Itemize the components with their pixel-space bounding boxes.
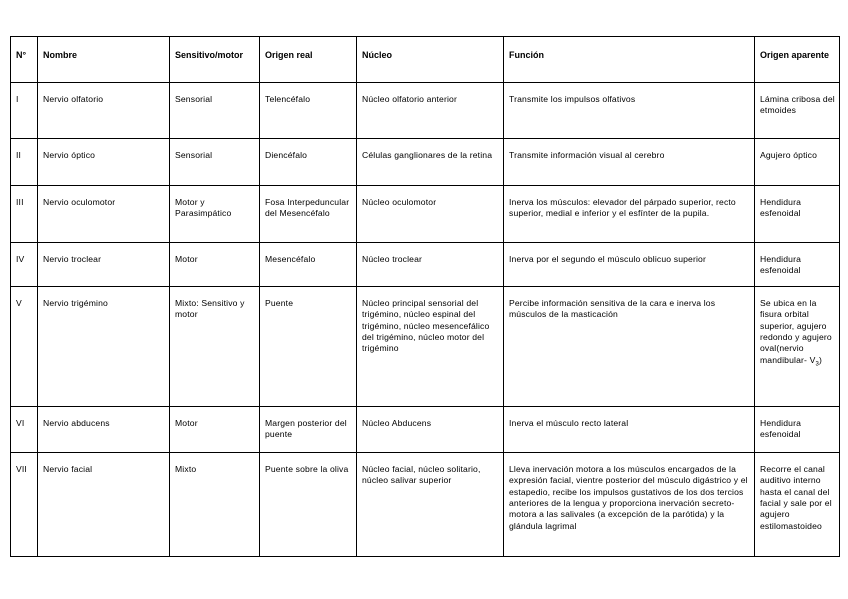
cell-num: VI <box>11 407 38 453</box>
table-header-row <box>11 37 840 83</box>
header-funcion: Función <box>504 37 755 83</box>
cell-num: V <box>11 287 38 407</box>
table-row <box>11 407 840 453</box>
origen-aparente-text: Se ubica en la fisura orbital superior, agujero redondo y agujero oval(nervio mandibular- V <box>760 298 832 365</box>
cell-funcion: Inerva por el segundo el músculo oblicuo superior <box>504 243 755 287</box>
table-row <box>11 139 840 186</box>
table-row <box>11 243 840 287</box>
table-row <box>11 83 840 139</box>
cell-tipo: Motor y Parasimpático <box>170 186 260 243</box>
cell-origen-aparente: Hendidura esfenoidal <box>755 186 840 243</box>
cell-origen-real: Margen posterior del puente <box>260 407 357 453</box>
cell-origen-aparente: Lámina cribosa del etmoides <box>755 83 840 139</box>
cell-nombre: Nervio olfatorio <box>38 83 170 139</box>
cell-origen-real: Telencéfalo <box>260 83 357 139</box>
cell-nucleo: Núcleo troclear <box>357 243 504 287</box>
cell-funcion: Transmite información visual al cerebro <box>504 139 755 186</box>
table-row <box>11 453 840 557</box>
cell-nombre: Nervio facial <box>38 453 170 557</box>
origen-aparente-closing: ) <box>818 354 822 365</box>
cell-num: VII <box>11 453 38 557</box>
cell-tipo: Motor <box>170 407 260 453</box>
cell-funcion: Percibe información sensitiva de la cara e inerva los músculos de la masticación <box>504 287 755 407</box>
cell-origen-aparente: Hendidura esfenoidal <box>755 243 840 287</box>
cell-num: III <box>11 186 38 243</box>
origen-aparente-subscript: 3 <box>815 361 819 368</box>
cell-nucleo: Núcleo Abducens <box>357 407 504 453</box>
cell-tipo: Mixto: Sensitivo y motor <box>170 287 260 407</box>
header-nucleo: Núcleo <box>357 37 504 83</box>
cell-origen-real: Puente <box>260 287 357 407</box>
cell-origen-aparente: Recorre el canal auditivo interno hasta el canal del facial y sale por el agujero estilomastoideo <box>755 453 840 557</box>
cell-nucleo: Núcleo oculomotor <box>357 186 504 243</box>
cell-origen-aparente <box>755 287 840 407</box>
cell-funcion: Transmite los impulsos olfativos <box>504 83 755 139</box>
table-row <box>11 287 840 407</box>
header-tipo: Sensitivo/motor <box>170 37 260 83</box>
cell-num: I <box>11 83 38 139</box>
header-nombre: Nombre <box>38 37 170 83</box>
cell-origen-real: Mesencéfalo <box>260 243 357 287</box>
cell-origen-real: Puente sobre la oliva <box>260 453 357 557</box>
cell-nucleo: Núcleo olfatorio anterior <box>357 83 504 139</box>
cell-tipo: Sensorial <box>170 139 260 186</box>
table-row <box>11 186 840 243</box>
cell-nucleo: Células ganglionares de la retina <box>357 139 504 186</box>
cell-nombre: Nervio óptico <box>38 139 170 186</box>
cell-nombre: Nervio abducens <box>38 407 170 453</box>
cell-origen-real: Diencéfalo <box>260 139 357 186</box>
cell-tipo: Mixto <box>170 453 260 557</box>
header-origen-real: Origen real <box>260 37 357 83</box>
cell-nucleo: Núcleo facial, núcleo solitario, núcleo salivar superior <box>357 453 504 557</box>
header-origen-aparente: Origen aparente <box>755 37 840 83</box>
cell-tipo: Sensorial <box>170 83 260 139</box>
cell-nombre: Nervio trigémino <box>38 287 170 407</box>
cell-nombre: Nervio troclear <box>38 243 170 287</box>
cell-tipo: Motor <box>170 243 260 287</box>
cell-origen-aparente: Agujero óptico <box>755 139 840 186</box>
cell-origen-aparente: Hendidura esfenoidal <box>755 407 840 453</box>
cell-num: II <box>11 139 38 186</box>
header-num: N° <box>11 37 38 83</box>
cell-nombre: Nervio oculomotor <box>38 186 170 243</box>
cranial-nerves-table <box>10 36 840 557</box>
cell-origen-real: Fosa Interpeduncular del Mesencéfalo <box>260 186 357 243</box>
cell-num: IV <box>11 243 38 287</box>
cell-nucleo: Núcleo principal sensorial del trigémino, núcleo espinal del trigémino, núcleo mesencefálico del trigémino, núcleo motor del trigémino <box>357 287 504 407</box>
cell-funcion: Inerva los músculos: elevador del párpado superior, recto superior, medial e inferior y el esfínter de la pupila. <box>504 186 755 243</box>
cell-funcion: Lleva inervación motora a los músculos encargados de la expresión facial, vientre posterior del músculo digástrico y el estapedio, recibe los impulsos gustativos de los dos tercios anteriores de la lengua y proporciona inervación secreto-motora a las salivales (a excepción de la parótida) y la glándula lagrimal <box>504 453 755 557</box>
cell-funcion: Inerva el músculo recto lateral <box>504 407 755 453</box>
